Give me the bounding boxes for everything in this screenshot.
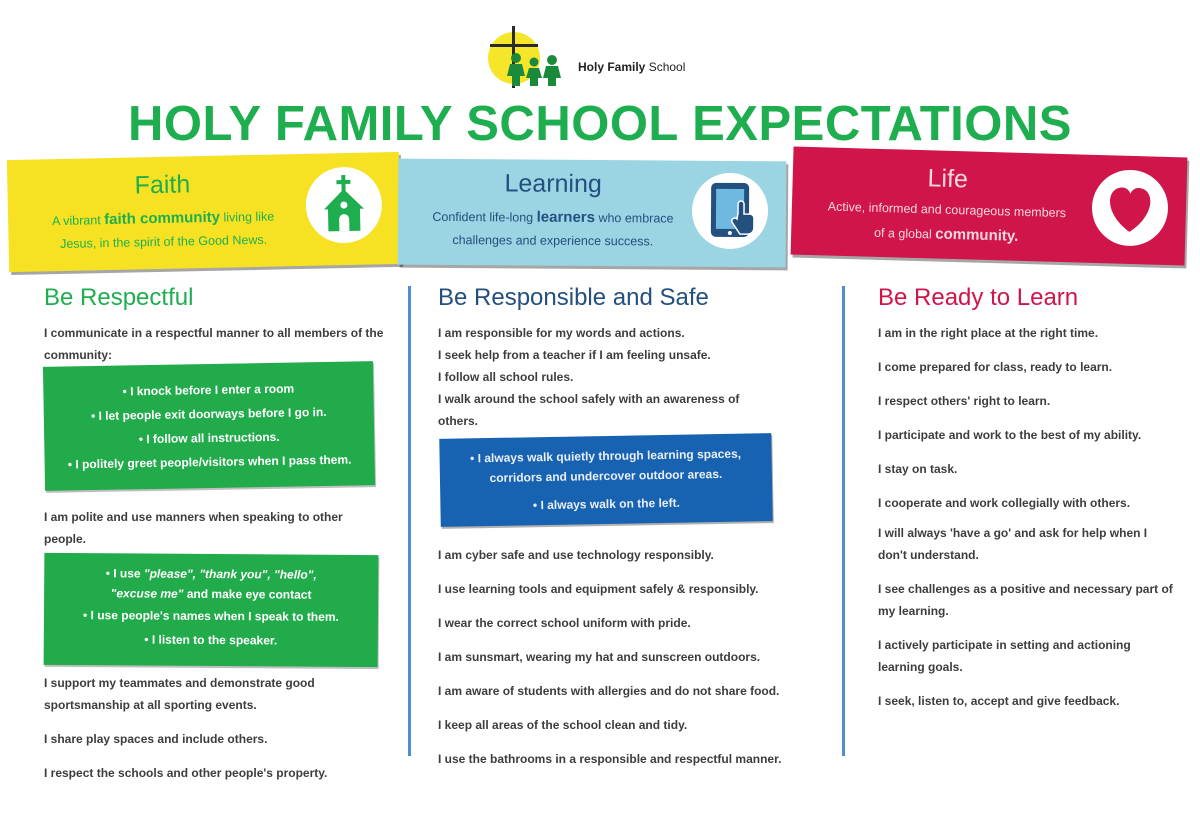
- respectful-item: I communicate in a respectful manner to all members of the community:: [44, 326, 384, 362]
- box-item: • I follow all instructions.: [138, 429, 280, 447]
- respectful-item: I share play spaces and include others.: [44, 732, 268, 746]
- box-item: • I politely greet people/visitors when I pass them.: [67, 452, 352, 472]
- life-heading: Life: [927, 164, 969, 194]
- responsible-item: I use learning tools and equipment safely & responsibly.: [438, 582, 759, 596]
- learning-description: Confident life-long learners who embrace challenges and experience success.: [432, 208, 674, 249]
- respectful-column: [44, 506, 344, 550]
- learning-heading: Learning: [504, 169, 602, 199]
- respectful-box-1: [43, 361, 375, 491]
- responsible-item: I am aware of students with allergies and do not share food.: [438, 684, 780, 698]
- respectful-column: [44, 672, 364, 784]
- tablet-icon: [692, 173, 769, 250]
- respectful-column: [44, 322, 394, 366]
- church-icon: [305, 166, 383, 244]
- ready-item: I cooperate and work collegially with others.: [878, 496, 1131, 510]
- ready-item: I am in the right place at the right time.: [878, 326, 1099, 340]
- box-item: • I use people's names when I speak to them.: [83, 608, 339, 624]
- logo-text: Holy Family School: [578, 60, 686, 74]
- learning-banner: [398, 159, 787, 268]
- ready-item: I respect others' right to learn.: [878, 394, 1051, 408]
- responsible-item: I use the bathrooms in a responsible and respectful manner.: [438, 752, 782, 766]
- life-banner: [791, 147, 1188, 266]
- faith-description: A vibrant faith community living like Jesus, in the spirit of the Good News.: [51, 208, 275, 252]
- box-item: • I knock before I enter a room: [122, 381, 295, 399]
- ready-item: I actively participate in setting and actioning learning goals.: [878, 638, 1131, 674]
- be-responsible-title: Be Responsible and Safe: [438, 284, 709, 311]
- ready-item: I will always 'have a go' and ask for help when I don't understand.: [878, 526, 1148, 562]
- responsible-box: [439, 433, 772, 527]
- box-item: • I always walk quietly through learning spaces, corridors and undercover outdoor areas.: [469, 446, 742, 486]
- ready-item: I come prepared for class, ready to learn.: [878, 360, 1113, 374]
- ready-item: I stay on task.: [878, 462, 958, 476]
- school-logo: [486, 24, 726, 90]
- ready-item: I seek, listen to, accept and give feedback.: [878, 694, 1120, 708]
- responsible-item: I am responsible for my words and actions.: [438, 326, 685, 340]
- responsible-column: [438, 544, 828, 770]
- column-divider: [408, 286, 411, 756]
- column-divider: [842, 286, 845, 756]
- life-description: Active, informed and courageous members of a global community.: [827, 199, 1067, 245]
- box-item: • I always walk on the left.: [532, 495, 680, 513]
- be-ready-title: Be Ready to Learn: [878, 284, 1079, 311]
- respectful-item: I respect the schools and other people's property.: [44, 766, 328, 780]
- box-item: • I let people exit doorways before I go in.: [90, 404, 327, 424]
- be-respectful-title: Be Respectful: [44, 284, 194, 311]
- box-item: • I listen to the speaker.: [144, 632, 278, 648]
- responsible-item: I follow all school rules.: [438, 370, 574, 384]
- box-item: • I use "please", "thank you", "hello",: [105, 566, 317, 582]
- responsible-item: I am sunsmart, wearing my hat and sunscreen outdoors.: [438, 650, 761, 664]
- responsible-item: I keep all areas of the school clean and tidy.: [438, 718, 688, 732]
- responsible-item: I seek help from a teacher if I am feeling unsafe.: [438, 348, 711, 362]
- heart-icon: [1091, 169, 1169, 247]
- responsible-column: [438, 322, 768, 432]
- page-title: HOLY FAMILY SCHOOL EXPECTATIONS: [128, 97, 1072, 151]
- respectful-item: I support my teammates and demonstrate good sportsmanship at all sporting events.: [44, 676, 315, 712]
- respectful-item: I am polite and use manners when speaking to other people.: [44, 510, 343, 546]
- ready-item: I participate and work to the best of my ability.: [878, 428, 1142, 442]
- faith-heading: Faith: [134, 170, 191, 200]
- ready-column: [878, 322, 1178, 712]
- respectful-box-2: [44, 553, 379, 667]
- faith-banner: [7, 152, 401, 272]
- responsible-item: I wear the correct school uniform with pride.: [438, 616, 691, 630]
- box-item: "excuse me" and make eye contact: [110, 586, 312, 602]
- responsible-item: I am cyber safe and use technology responsibly.: [438, 548, 714, 562]
- ready-item: I see challenges as a positive and necessary part of my learning.: [878, 582, 1173, 618]
- responsible-item: I walk around the school safely with an awareness of others.: [438, 392, 740, 428]
